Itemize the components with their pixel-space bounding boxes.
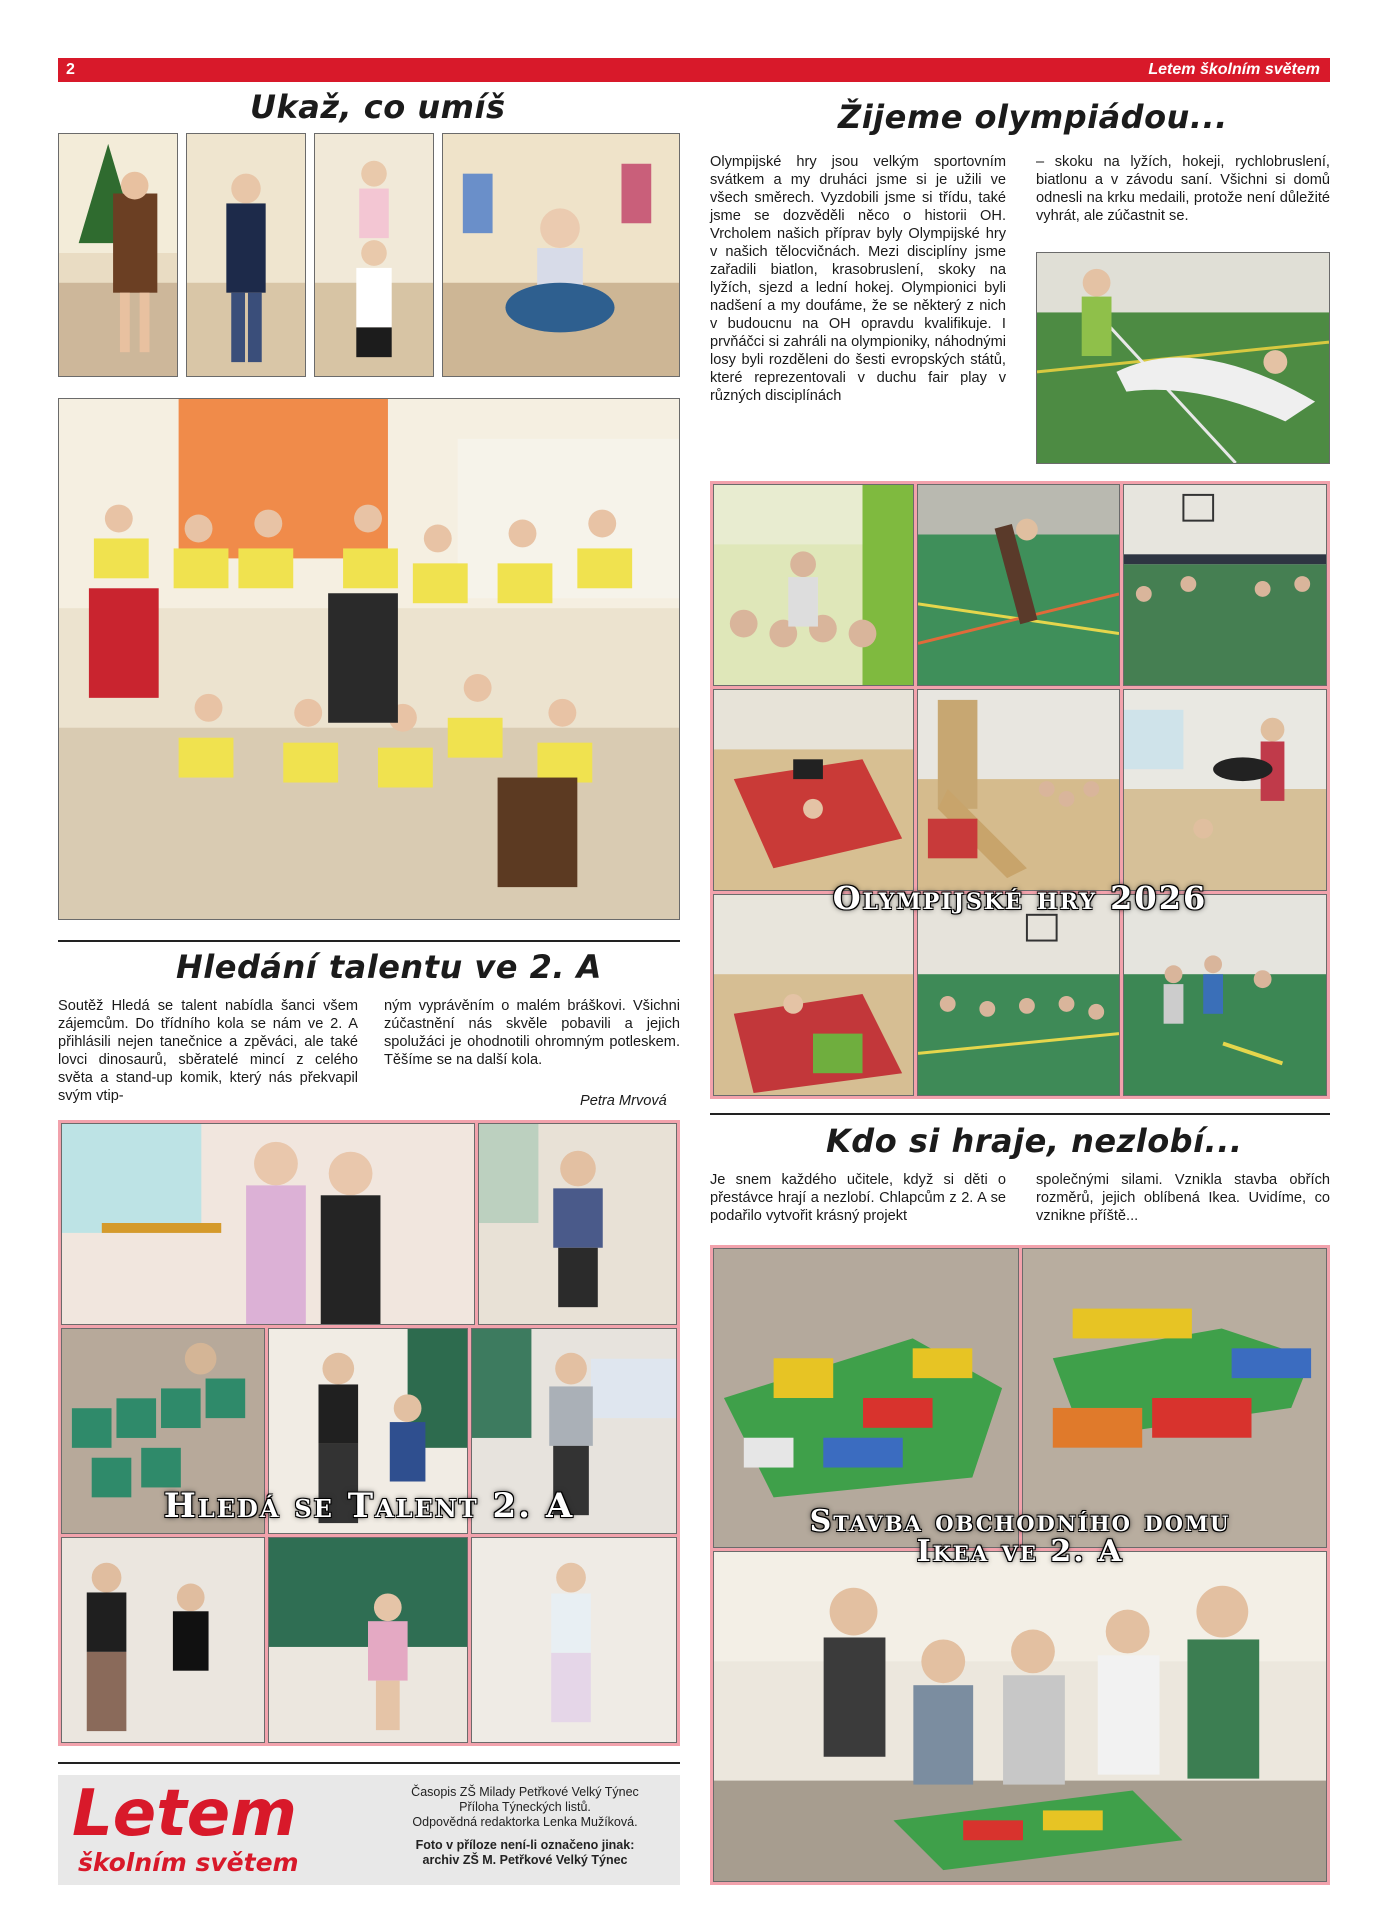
imprint-line: Odpovědná redaktorka Lenka Mužíková. <box>412 1815 638 1829</box>
photo-girl-costume <box>58 133 178 377</box>
lego-collage <box>710 1245 1330 1885</box>
photo-gym-relay <box>917 894 1120 1096</box>
photo-mat-tumble <box>713 689 914 891</box>
headline-ukaz-co-umis: Ukaž, co umíš <box>250 88 506 126</box>
photo-lego-build-1 <box>713 1248 1019 1548</box>
lego-caption-line1: Stavba obchodního domu <box>809 1504 1231 1539</box>
photo-girl-crouching <box>442 133 680 377</box>
talent-text-col1: Soutěž Hledá se talent nabídla šanci všem zájemcům. Do třídního kola se nám ve 2. A přihlásili nejen tanečnice a zpěváci, ale také lovci dinosaurů, sběratelé mincí z celého světa a stand-up komik, který nás překvapil svým vtip- <box>58 998 358 1104</box>
photo-skating <box>1123 689 1327 891</box>
olympiad-text-col2: – skoku na lyžích, hokeji, rychlobruslení, biatlonu a v závodu saní. Všichni si domů odnesli na krku medaili, protože není důležité vyhrát, ale zúčastnit se. <box>1036 154 1330 224</box>
headline-kdo-si-hraje: Kdo si hraje, nezlobí... <box>826 1122 1243 1160</box>
photo-class-watching <box>713 484 914 686</box>
olympic-collage <box>710 481 1330 1099</box>
imprint-line: Foto v příloze není-li označeno jinak: <box>415 1838 635 1852</box>
photo-mat-box <box>713 894 914 1096</box>
headline-hledani-talentu: Hledání talentu ve 2. A <box>176 948 602 986</box>
talent-author: Petra Mrvová <box>580 1093 667 1109</box>
publication-title: Letem školním světem <box>1148 61 1320 78</box>
photo-teacher-boy <box>61 1537 265 1743</box>
photo-girl-dance <box>268 1537 468 1743</box>
imprint-line: archiv ZŠ M. Petřkové Velký Týnec <box>422 1853 628 1867</box>
imprint-line: Příloha Týneckých listů. <box>459 1800 591 1814</box>
brand-logo-letem: Letem <box>72 1777 297 1851</box>
photo-lego-build-2 <box>1022 1248 1327 1548</box>
olympiad-text-col1: Olympijské hry jsou velkým sportovním svátkem a my druháci jsme si je užili ve všech směrech. Vyzdobili jsme si třídu, také jsme se dozvěděli něco o historii OH. Vrcholem našich příprav byly Olympijské hry v našich tělocvičnách. Mezi disciplíny jsme zařadili biatlon, krasobruslení, skoky na lyžích, sjezd a lední hokej. Olympionici byli nadšení a my doufáme, že se některý z nich v budoucnu na OH opravdu kvalifikuje. I prvňáčci si zahráli na olympioniky, náhodnými losy byli rozděleni do šesti evropských států, které reprezentovali v duchu fair play v různých disciplínách <box>710 154 1006 404</box>
imprint <box>380 1785 670 1868</box>
photo-certificates-group <box>58 398 680 920</box>
lego-caption-line2: Ikea ve 2. A <box>916 1534 1124 1569</box>
olympic-collage-caption: Olympijské hry 2026 <box>832 879 1208 917</box>
lego-text-col2: společnými silami. Vznikla stavba obřích rozměrů, jejich oblíbená Ikea. Uvidíme, co vznikne příště... <box>1036 1172 1330 1224</box>
lego-collage-caption <box>710 1504 1330 1569</box>
photo-gym-hockey <box>1123 484 1327 686</box>
divider-footer <box>58 1762 680 1764</box>
headline-zijeme-olympiadou: Žijeme olympiádou... <box>838 98 1228 136</box>
divider-lego <box>710 1113 1330 1115</box>
talent-collage <box>58 1120 680 1746</box>
photo-boy-sweater <box>478 1123 677 1325</box>
photo-floor-hockey <box>1123 894 1327 1096</box>
photo-girl-pose <box>471 1537 677 1743</box>
header-bar <box>58 58 1330 82</box>
photo-ski-jump <box>917 689 1120 891</box>
photo-sled-race <box>1036 252 1330 464</box>
brand-logo-subtitle: školním světem <box>78 1848 299 1877</box>
talent-text-col2: ným vyprávěním o malém bráškovi. Všichni zúčastnění nás skvěle pobavili a jejich spolužáci je ohodnotili ohromným potleskem. Těšíme se na další kola. <box>384 998 680 1068</box>
photo-gym-snowboard <box>917 484 1120 686</box>
footer-box <box>58 1775 680 1885</box>
divider-talent <box>58 940 680 942</box>
talent-collage-caption: Hledá se Talent 2. A <box>163 1486 575 1526</box>
page-number: 2 <box>66 61 75 78</box>
photo-lego-boys <box>713 1551 1327 1882</box>
photo-girls-pose <box>314 133 434 377</box>
photo-two-girls <box>61 1123 475 1325</box>
photo-girl-profile <box>186 133 306 377</box>
imprint-line: Časopis ZŠ Milady Petřkové Velký Týnec <box>411 1785 639 1799</box>
lego-text-col1: Je snem každého učitele, když si děti o přestávce hrají a nezlobí. Chlapcům z 2. A se podařilo vytvořit krásný projekt <box>710 1172 1006 1224</box>
